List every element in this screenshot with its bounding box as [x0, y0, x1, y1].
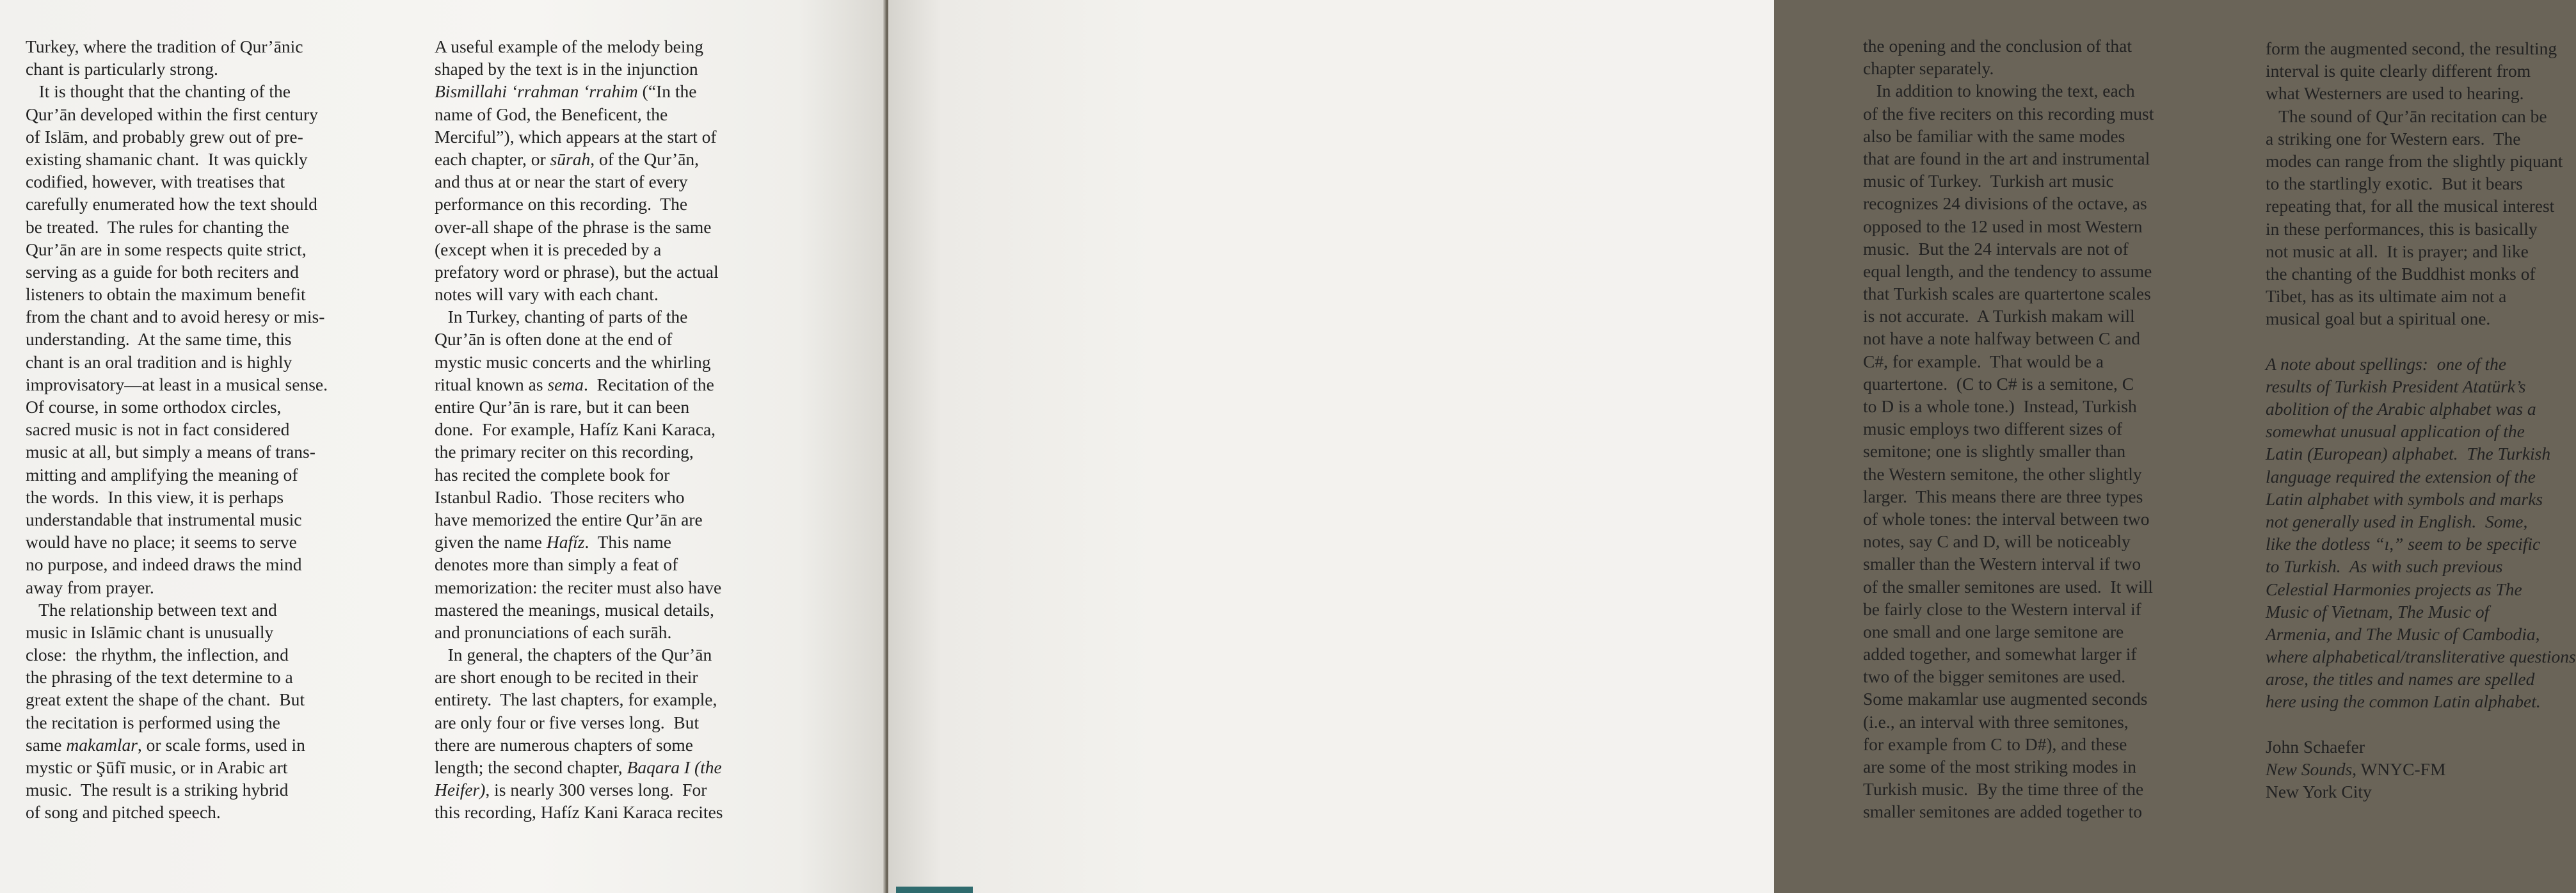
text-run: shaped by the text is in the injunction	[435, 59, 698, 79]
text-run: not have a note halfway between C and	[1863, 328, 2140, 349]
text-line	[435, 599, 723, 621]
italic-text: language required the extension of the	[2266, 466, 2536, 487]
text-line	[1863, 35, 2154, 57]
text-run: the primary reciter on this recording,	[435, 442, 694, 462]
text-line	[1863, 170, 2154, 192]
text-line	[1863, 395, 2154, 417]
text-line	[2266, 150, 2576, 172]
text-run: opposed to the 12 used in most Western	[1863, 216, 2143, 236]
italic-text: Hafíz	[546, 532, 585, 552]
text-run: length; the second chapter,	[435, 757, 627, 777]
italic-text: Celestial Harmonies projects as The	[2266, 579, 2522, 599]
text-line	[26, 261, 328, 283]
text-run: Turkish music. By the time three of the	[1863, 779, 2144, 800]
text-line	[26, 756, 328, 778]
text-run: of whole tones: the interval between two	[1863, 508, 2150, 529]
text-run: codified, however, with treatises that	[26, 172, 285, 192]
text-line	[2266, 488, 2576, 510]
text-run: Qur’ān is often done at the end of	[435, 329, 673, 350]
text-run: , of the Qur’ān,	[590, 149, 700, 169]
text-run: chant is particularly strong.	[26, 59, 218, 79]
text-run: mitting and amplifying the meaning of	[26, 464, 298, 485]
text-line	[26, 373, 328, 396]
text-run: the phrasing of the text determine to a	[26, 667, 293, 688]
italic-text: somewhat unusual application of the	[2266, 421, 2525, 442]
text-line	[26, 463, 328, 486]
text-line	[435, 328, 723, 350]
text-run: smaller semitones are added together to	[1863, 801, 2143, 822]
text-run: mystic music concerts and the whirling	[435, 351, 711, 372]
text-run: has recited the complete book for	[435, 464, 670, 485]
spine-tab	[896, 887, 973, 893]
text-run: name of God, the Beneficent, the	[435, 104, 668, 124]
text-run: music at all, but simply a means of trans-	[26, 442, 316, 462]
text-run: one small and one large semitone are	[1863, 621, 2124, 641]
text-run: be treated. The rules for chanting the	[26, 216, 289, 237]
text-line	[435, 486, 723, 508]
text-run: over-all shape of the phrase is the same	[435, 216, 712, 237]
text-line	[2266, 330, 2576, 352]
italic-text: sema	[547, 374, 584, 394]
italic-text: not generally used in English. Some,	[2266, 511, 2528, 531]
text-run: The relationship between text and	[26, 599, 277, 620]
text-run: memorization: the reciter must also have	[435, 577, 722, 597]
text-run: understanding. At the same time, this	[26, 329, 292, 350]
text-line	[435, 440, 723, 463]
text-run: A useful example of the melody being	[435, 36, 704, 56]
text-line	[2266, 195, 2576, 217]
text-line	[26, 711, 328, 734]
text-run: existing shamanic chant. It was quickly	[26, 149, 308, 169]
text-run: chant is an oral tradition and is highly	[26, 351, 292, 372]
italic-text: arose, the titles and names are spelled	[2266, 669, 2535, 689]
italic-text: abolition of the Arabic alphabet was a	[2266, 399, 2536, 419]
text-line	[1863, 711, 2154, 733]
text-run: a striking one for Western ears. The	[2266, 128, 2521, 149]
text-line	[26, 305, 328, 328]
text-run: listeners to obtain the maximum benefit	[26, 284, 306, 305]
text-run: to the startlingly exotic. But it bears	[2266, 173, 2523, 194]
text-line	[2266, 442, 2576, 465]
text-run: Some makamlar use augmented seconds	[1863, 689, 2148, 709]
text-run: . This name	[584, 532, 671, 552]
italic-text: Bismillahi ‘rrahman ‘rrahim	[435, 81, 638, 102]
text-line	[2266, 758, 2576, 780]
text-line	[2266, 307, 2576, 330]
text-line	[1863, 102, 2154, 125]
text-run: also be familiar with the same modes	[1863, 125, 2125, 146]
text-line	[2266, 375, 2576, 398]
text-line	[2266, 690, 2576, 712]
text-line	[2266, 398, 2576, 420]
text-run: the words. In this view, it is perhaps	[26, 487, 284, 507]
text-line	[2266, 285, 2576, 307]
text-line	[1863, 282, 2154, 305]
text-line	[435, 734, 723, 756]
text-line	[26, 351, 328, 373]
text-run: Qur’ān are in some respects quite strict,	[26, 239, 307, 259]
text-run: of song and pitched speech.	[26, 802, 221, 823]
italic-text: where alphabetical/transliterative questions	[2266, 647, 2576, 667]
text-run: music in Islāmic chant is unusually	[26, 622, 274, 642]
text-line	[1863, 350, 2154, 373]
text-line	[1863, 215, 2154, 237]
text-run: interval is quite clearly different from	[2266, 61, 2531, 81]
text-line	[2266, 353, 2576, 375]
text-run: John Schaefer	[2266, 736, 2365, 757]
text-line	[435, 553, 723, 575]
text-run: Istanbul Radio. Those reciters who	[435, 487, 685, 507]
text-line	[435, 283, 723, 305]
text-line	[435, 193, 723, 215]
text-run: great extent the shape of the chant. But	[26, 689, 305, 710]
italic-text: like the dotless “ı,” seem to be specific	[2266, 534, 2541, 554]
text-line	[1863, 733, 2154, 755]
text-run: The sound of Qur’ān recitation can be	[2266, 106, 2547, 126]
text-line	[26, 553, 328, 575]
text-run: Tibet, has as its ultimate aim not a	[2266, 286, 2507, 307]
text-line	[2266, 668, 2576, 690]
text-line	[26, 418, 328, 440]
text-line	[2266, 105, 2576, 127]
text-run: modes can range from the slightly piquant	[2266, 150, 2563, 171]
text-line	[435, 711, 723, 734]
text-run: recognizes 24 divisions of the octave, as	[1863, 193, 2147, 214]
italic-text: sūrah	[550, 149, 591, 169]
text-line	[26, 148, 328, 170]
text-line	[1863, 688, 2154, 710]
text-run: what Westerners are used to hearing.	[2266, 83, 2524, 104]
text-line	[26, 621, 328, 643]
text-line	[26, 125, 328, 148]
text-line	[1863, 417, 2154, 440]
left-page	[0, 0, 886, 893]
text-line	[26, 508, 328, 531]
text-line	[26, 216, 328, 238]
text-run: the opening and the conclusion of that	[1863, 36, 2132, 56]
text-line	[1863, 800, 2154, 823]
text-line	[26, 440, 328, 463]
text-line	[26, 801, 328, 823]
text-line	[2266, 127, 2576, 150]
text-run: each chapter, or	[435, 149, 550, 169]
text-line	[2266, 736, 2576, 758]
text-run: mastered the meanings, musical details,	[435, 599, 714, 620]
text-line	[435, 373, 723, 396]
text-line	[1863, 125, 2154, 147]
text-run: the Western semitone, the other slightly	[1863, 463, 2142, 484]
text-run: In addition to knowing the text, each	[1863, 81, 2135, 101]
text-run: , is nearly 300 verses long. For	[485, 780, 707, 800]
text-line	[1863, 373, 2154, 395]
text-run: are short enough to be recited in their	[435, 667, 698, 688]
text-run: music. The result is a striking hybrid	[26, 780, 289, 800]
text-line	[26, 599, 328, 621]
text-line	[435, 58, 723, 80]
text-line	[1863, 485, 2154, 508]
text-line	[2266, 420, 2576, 442]
text-run: (“In the	[637, 81, 697, 102]
text-run: larger. This means there are three types	[1863, 486, 2143, 506]
text-run: this recording, Hafíz Kani Karaca recites	[435, 802, 723, 823]
text-run: and thus at or near the start of every	[435, 172, 688, 192]
text-run: have memorized the entire Qur’ān are	[435, 509, 703, 529]
text-line	[435, 666, 723, 688]
text-run: quartertone. (C to C# is a semitone, C	[1863, 373, 2134, 394]
text-line	[435, 531, 723, 553]
text-run: of the five reciters on this recording must	[1863, 103, 2154, 124]
text-line	[435, 396, 723, 418]
right-page	[888, 0, 2576, 893]
text-line	[26, 734, 328, 756]
text-line	[435, 216, 723, 238]
text-run: of Islām, and probably grew out of pre-	[26, 126, 303, 147]
text-line	[2266, 623, 2576, 645]
text-line	[435, 621, 723, 643]
text-run: that are found in the art and instrumental	[1863, 148, 2150, 168]
text-run: In Turkey, chanting of parts of the	[435, 307, 688, 327]
text-line	[26, 328, 328, 350]
text-line	[1863, 237, 2154, 260]
text-line	[1863, 643, 2154, 665]
text-line	[435, 170, 723, 193]
text-line	[26, 238, 328, 261]
italic-text: Music of Vietnam, The Music of	[2266, 601, 2490, 622]
text-line	[2266, 645, 2576, 668]
text-run: music. But the 24 intervals are not of	[1863, 238, 2129, 259]
text-run: form the augmented second, the resulting	[2266, 38, 2557, 58]
text-run: no purpose, and indeed draws the mind	[26, 554, 302, 575]
text-line	[26, 58, 328, 80]
text-run: semitone; one is slightly smaller than	[1863, 441, 2126, 462]
column-3	[1863, 35, 2154, 823]
italic-text: makamlar	[66, 734, 138, 755]
text-run: . Recitation of the	[583, 374, 714, 394]
text-line	[1863, 192, 2154, 214]
text-line	[435, 351, 723, 373]
text-line	[2266, 37, 2576, 60]
text-line	[1863, 552, 2154, 575]
text-line	[435, 688, 723, 711]
text-line	[435, 80, 723, 102]
text-line	[2266, 82, 2576, 104]
text-line	[435, 238, 723, 261]
text-run: understandable that instrumental music	[26, 509, 302, 529]
text-line	[26, 531, 328, 553]
text-line	[435, 103, 723, 125]
text-run: repeating that, for all the musical interest	[2266, 196, 2555, 216]
text-line	[1863, 57, 2154, 79]
text-run: New York City	[2266, 782, 2372, 802]
text-run: the chanting of the Buddhist monks of	[2266, 263, 2536, 284]
italic-text: results of Turkish President Atatürk’s	[2266, 376, 2526, 396]
italic-text: Armenia, and The Music of Cambodia,	[2266, 623, 2540, 644]
text-line	[1863, 778, 2154, 800]
text-run: that Turkish scales are quartertone scales	[1863, 284, 2151, 304]
italic-text: New Sounds	[2266, 759, 2353, 779]
text-line	[1863, 79, 2154, 102]
text-run: prefatory word or phrase), but the actual	[435, 261, 719, 282]
text-run: the recitation is performed using the	[26, 712, 280, 732]
text-line	[435, 35, 723, 58]
text-line	[2266, 555, 2576, 577]
text-run: for example from C to D#), and these	[1863, 734, 2127, 754]
text-run: denotes more than simply a feat of	[435, 554, 678, 575]
text-line	[2266, 713, 2576, 736]
text-run: are only four or five verses long. But	[435, 712, 700, 732]
text-run: to D is a whole tone.) Instead, Turkish	[1863, 396, 2137, 416]
text-line	[1863, 530, 2154, 552]
text-run: Turkey, where the tradition of Qur’ānic	[26, 36, 303, 56]
text-run: would have no place; it seems to serve	[26, 532, 297, 552]
text-run: added together, and somewhat larger if	[1863, 644, 2137, 664]
text-line	[2266, 60, 2576, 82]
text-run: and pronunciations of each surāh.	[435, 622, 672, 642]
italic-text: here using the common Latin alphabet.	[2266, 691, 2541, 712]
text-run: ritual known as	[435, 374, 548, 394]
text-line	[26, 283, 328, 305]
text-line	[435, 778, 723, 801]
text-run: entire Qur’ān is rare, but it can been	[435, 397, 690, 417]
text-run: Qur’ān developed within the first century	[26, 104, 318, 124]
italic-text: Heifer)	[435, 780, 486, 800]
text-run: music of Turkey. Turkish art music	[1863, 171, 2114, 191]
text-line	[435, 261, 723, 283]
text-line	[435, 148, 723, 170]
text-line	[26, 103, 328, 125]
text-run: there are numerous chapters of some	[435, 734, 693, 755]
column-1	[26, 35, 328, 824]
text-run: carefully enumerated how the text should	[26, 194, 317, 214]
text-line	[2266, 533, 2576, 555]
text-line	[26, 778, 328, 801]
italic-text: Latin (European) alphabet. The Turkish	[2266, 444, 2551, 464]
text-run: entirety. The last chapters, for example,	[435, 689, 717, 710]
text-run: Merciful”), which appears at the start of	[435, 126, 717, 147]
text-run: is not accurate. A Turkish makam will	[1863, 306, 2135, 326]
text-line	[1863, 508, 2154, 530]
text-run: C#, for example. That would be a	[1863, 351, 2104, 371]
text-run: mystic or Şūfī music, or in Arabic art	[26, 757, 288, 777]
text-line	[435, 576, 723, 599]
text-line	[26, 688, 328, 711]
text-run: done. For example, Hafíz Kani Karaca,	[435, 419, 716, 440]
text-line	[1863, 260, 2154, 282]
text-run: , or scale forms, used in	[137, 734, 305, 755]
text-line	[435, 756, 723, 778]
text-line	[2266, 240, 2576, 262]
text-run: notes, say C and D, will be noticeably	[1863, 531, 2131, 552]
text-line	[26, 643, 328, 666]
text-run: in these performances, this is basically	[2266, 218, 2538, 239]
text-run: Of course, in some orthodox circles,	[26, 397, 282, 417]
text-run: smaller than the Western interval if two	[1863, 554, 2141, 574]
text-line	[435, 801, 723, 823]
text-run: are some of the most striking modes in	[1863, 757, 2136, 776]
text-line	[1863, 327, 2154, 350]
text-line	[1863, 575, 2154, 598]
text-run: away from prayer.	[26, 577, 154, 597]
text-line	[1863, 755, 2154, 778]
text-line	[26, 193, 328, 215]
text-line	[26, 486, 328, 508]
text-run: (except when it is preceded by a	[435, 239, 662, 259]
text-line	[2266, 172, 2576, 195]
text-line	[26, 80, 328, 102]
italic-text: A note about spellings: one of the	[2266, 353, 2507, 374]
text-run: equal length, and the tendency to assume	[1863, 261, 2152, 281]
text-line	[26, 170, 328, 193]
text-run: same	[26, 734, 67, 755]
text-line	[1863, 440, 2154, 462]
text-run: serving as a guide for both reciters and	[26, 261, 299, 282]
text-run: be fairly close to the Western interval if	[1863, 599, 2141, 619]
text-line	[435, 418, 723, 440]
text-line	[435, 463, 723, 486]
text-run: two of the bigger semitones are used.	[1863, 666, 2126, 687]
text-line	[1863, 665, 2154, 688]
text-run: notes will vary with each chant.	[435, 284, 659, 305]
text-line	[1863, 620, 2154, 643]
column-4	[2266, 37, 2576, 803]
text-run: not music at all. It is prayer; and like	[2266, 241, 2529, 261]
text-line	[2266, 262, 2576, 285]
text-run: performance on this recording. The	[435, 194, 688, 214]
text-line	[2266, 780, 2576, 803]
text-line	[1863, 305, 2154, 327]
italic-text: Latin alphabet with symbols and marks	[2266, 488, 2543, 509]
text-line	[1863, 147, 2154, 170]
text-run: chapter separately.	[1863, 58, 1994, 79]
text-line	[1863, 598, 2154, 620]
text-line	[2266, 510, 2576, 533]
italic-text: Baqara I (the	[627, 757, 722, 777]
text-run: , WNYC-FM	[2352, 759, 2446, 779]
text-line	[26, 35, 328, 58]
text-line	[26, 576, 328, 599]
text-line	[1863, 463, 2154, 485]
text-line	[435, 508, 723, 531]
text-line	[2266, 218, 2576, 240]
text-run: improvisatory—at least in a musical sense.	[26, 374, 328, 394]
text-run: It is thought that the chanting of the	[26, 81, 291, 102]
text-run: musical goal but a spiritual one.	[2266, 309, 2491, 329]
text-run: music employs two different sizes of	[1863, 419, 2123, 439]
text-run: close: the rhythm, the inflection, and	[26, 645, 289, 665]
text-run: In general, the chapters of the Qur’ān	[435, 645, 712, 665]
text-run: (i.e., an interval with three semitones,	[1863, 711, 2129, 732]
text-line	[26, 396, 328, 418]
text-run: sacred music is not in fact considered	[26, 419, 290, 440]
text-line	[2266, 465, 2576, 488]
text-line	[435, 305, 723, 328]
text-line	[2266, 600, 2576, 623]
text-line	[2266, 578, 2576, 600]
text-line	[435, 125, 723, 148]
column-2	[435, 35, 723, 824]
text-run: of the smaller semitones are used. It will	[1863, 576, 2153, 597]
text-run: from the chant and to avoid heresy or mis-	[26, 307, 325, 327]
italic-text: to Turkish. As with such previous	[2266, 556, 2503, 577]
text-line	[435, 643, 723, 666]
text-line	[26, 666, 328, 688]
text-run: given the name	[435, 532, 547, 552]
